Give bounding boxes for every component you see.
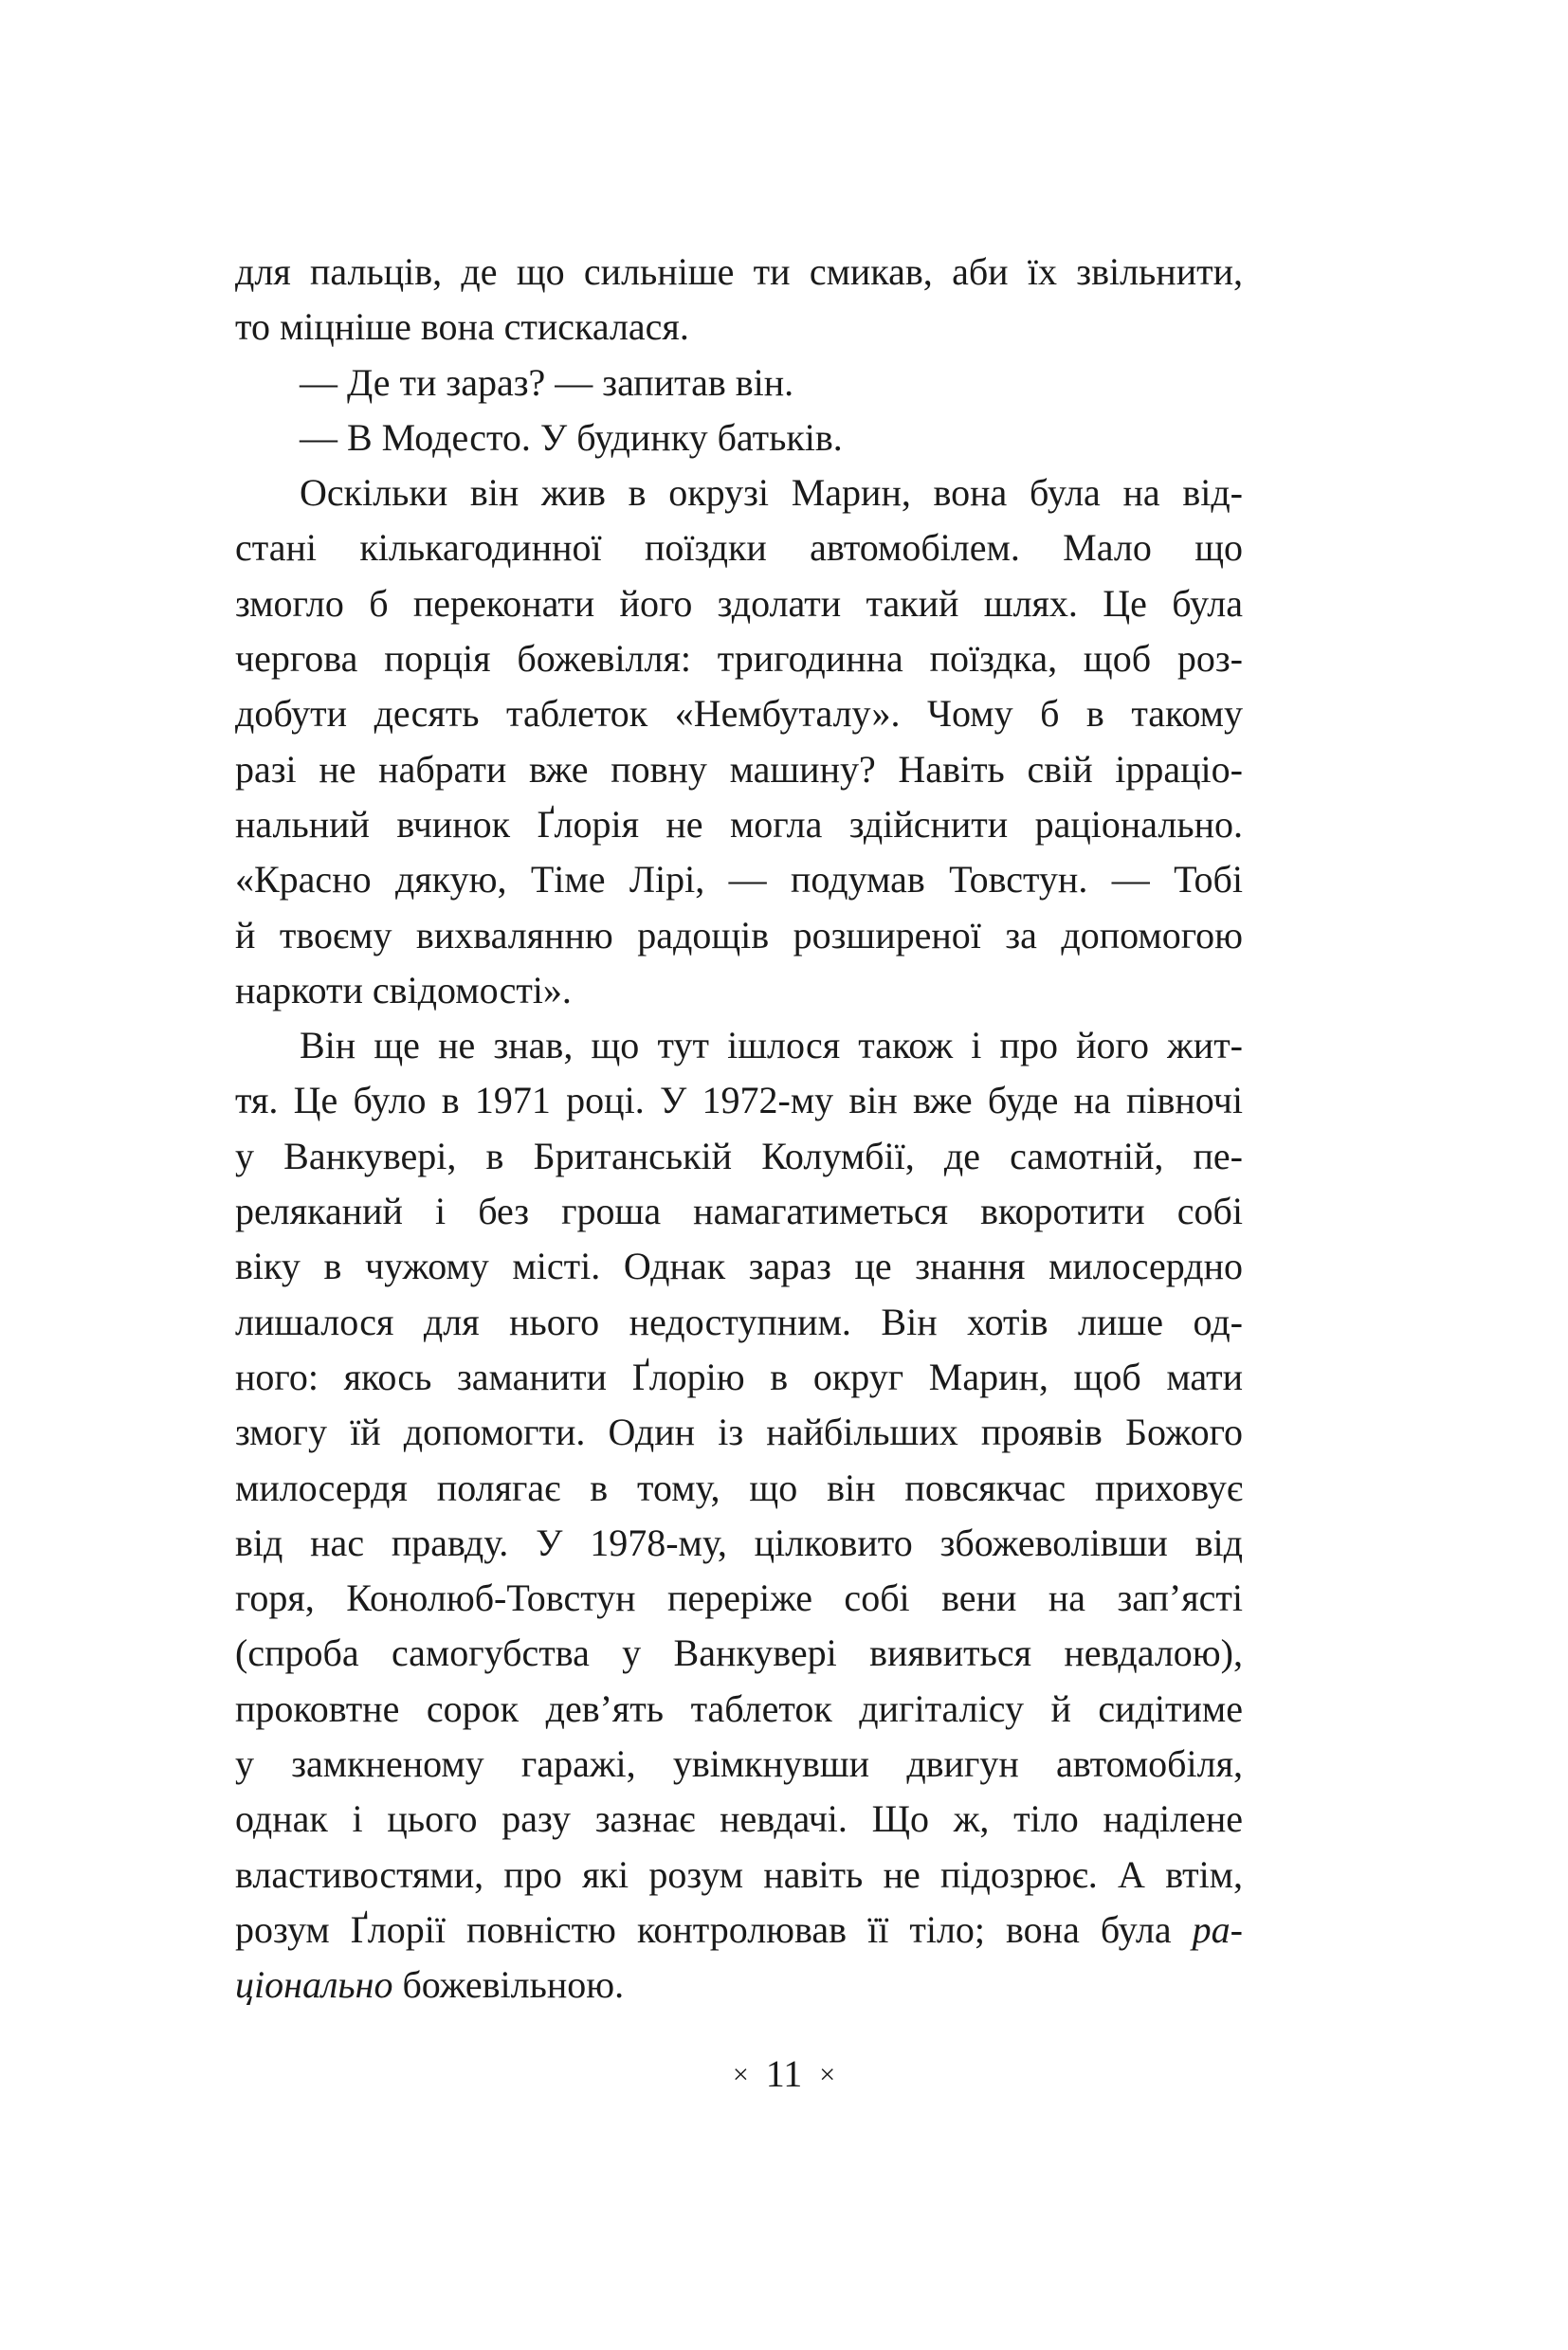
text-line-13: наркоти свідомості». — [235, 968, 572, 1011]
text-line-27: у замкненому гаражі, увімкнувши двигун автомобіля, — [235, 1742, 1243, 1786]
text-line-21: змогу їй допомогти. Один із найбільших проявів Божого — [235, 1411, 1243, 1454]
text-line-18: віку в чужому місті. Однак зараз це знання милосердно — [235, 1245, 1243, 1288]
text-line-25: (спроба самогубства у Ванкувері виявиться невдалою), — [235, 1631, 1243, 1675]
body-text — [235, 245, 1243, 2013]
text-segment: розум Ґлорії повністю контролював її тіло; вона була — [235, 1907, 1193, 1951]
text-line-1: то міцніше вона стискалася. — [235, 305, 689, 349]
text-line-8: добути десять таблеток «Нембуталу». Чому б в такому — [235, 692, 1243, 736]
text-line-31 — [235, 1958, 1243, 2013]
text-line-12: й твоєму вихвалянню радощів розширеної за допомогою — [235, 913, 1243, 956]
text-line-0: для пальців, де що сильніше ти смикав, аби їх звільнити, — [235, 250, 1243, 293]
text-line-30 — [235, 1903, 1243, 1958]
page-number — [0, 2051, 1568, 2096]
text-line-3: — В Модесто. У будинку батьків. — [300, 415, 843, 459]
text-line-26: проковтне сорок дев’ять таблеток дигіталісу й сидітиме — [235, 1686, 1243, 1730]
text-line-28: однак і цього разу зазнає невдачі. Що ж, тіло наділене — [235, 1797, 1243, 1841]
text-line-10: нальний вчинок Ґлорія не могла здійснити раціонально. — [235, 802, 1243, 846]
italic-segment: ра- — [1192, 1907, 1243, 1951]
text-line-15: тя. Це було в 1971 році. У 1972-му він вже буде на півночі — [235, 1079, 1243, 1122]
text-line-5: стані кількагодинної поїздки автомобілем. Мало що — [235, 526, 1243, 570]
text-line-19: лишалося для нього недоступним. Він хотів лише од- — [235, 1300, 1243, 1343]
folio-right-mark: × — [819, 2059, 836, 2090]
italic-segment: ціонально — [235, 1963, 393, 2007]
text-line-22: милосердя полягає в тому, що він повсякчас приховує — [235, 1466, 1243, 1509]
folio-left-mark: × — [732, 2059, 749, 2090]
text-line-20: ного: якось заманити Ґлорію в округ Марин, щоб мати — [235, 1355, 1243, 1398]
text-line-14: Він ще не знав, що тут ішлося також і про його жит- — [300, 1024, 1243, 1067]
text-line-16: у Ванкувері, в Британській Колумбії, де самотній, пе- — [235, 1134, 1243, 1177]
text-line-6: змогло б переконати його здолати такий шлях. Це була — [235, 581, 1243, 625]
text-segment: божевільною. — [392, 1963, 625, 2007]
text-line-24: горя, Конолюб-Товстун переріже собі вени на зап’ясті — [235, 1576, 1243, 1620]
text-line-17: реляканий і без гроша намагатиметься вкоротити собі — [235, 1190, 1243, 1233]
text-line-23: від нас правду. У 1978-му, цілковито збожеволівши від — [235, 1521, 1243, 1564]
text-line-2: — Де ти зараз? — запитав він. — [300, 360, 794, 404]
text-line-29: властивостями, про які розум навіть не підозрює. А втім, — [235, 1852, 1243, 1896]
text-lines — [235, 245, 1243, 1903]
text-line-4: Оскільки він жив в окрузі Марин, вона була на від- — [300, 471, 1243, 515]
text-line-7: чергова порція божевілля: тригодинна поїздка, щоб роз- — [235, 637, 1243, 681]
text-line-11: «Красно дякую, Тіме Лірі, — подумав Товстун. — Тобі — [235, 858, 1243, 902]
folio-number: 11 — [765, 2052, 803, 2095]
text-line-9: разі не набрати вже повну машину? Навіть свій ірраціо- — [235, 747, 1243, 791]
